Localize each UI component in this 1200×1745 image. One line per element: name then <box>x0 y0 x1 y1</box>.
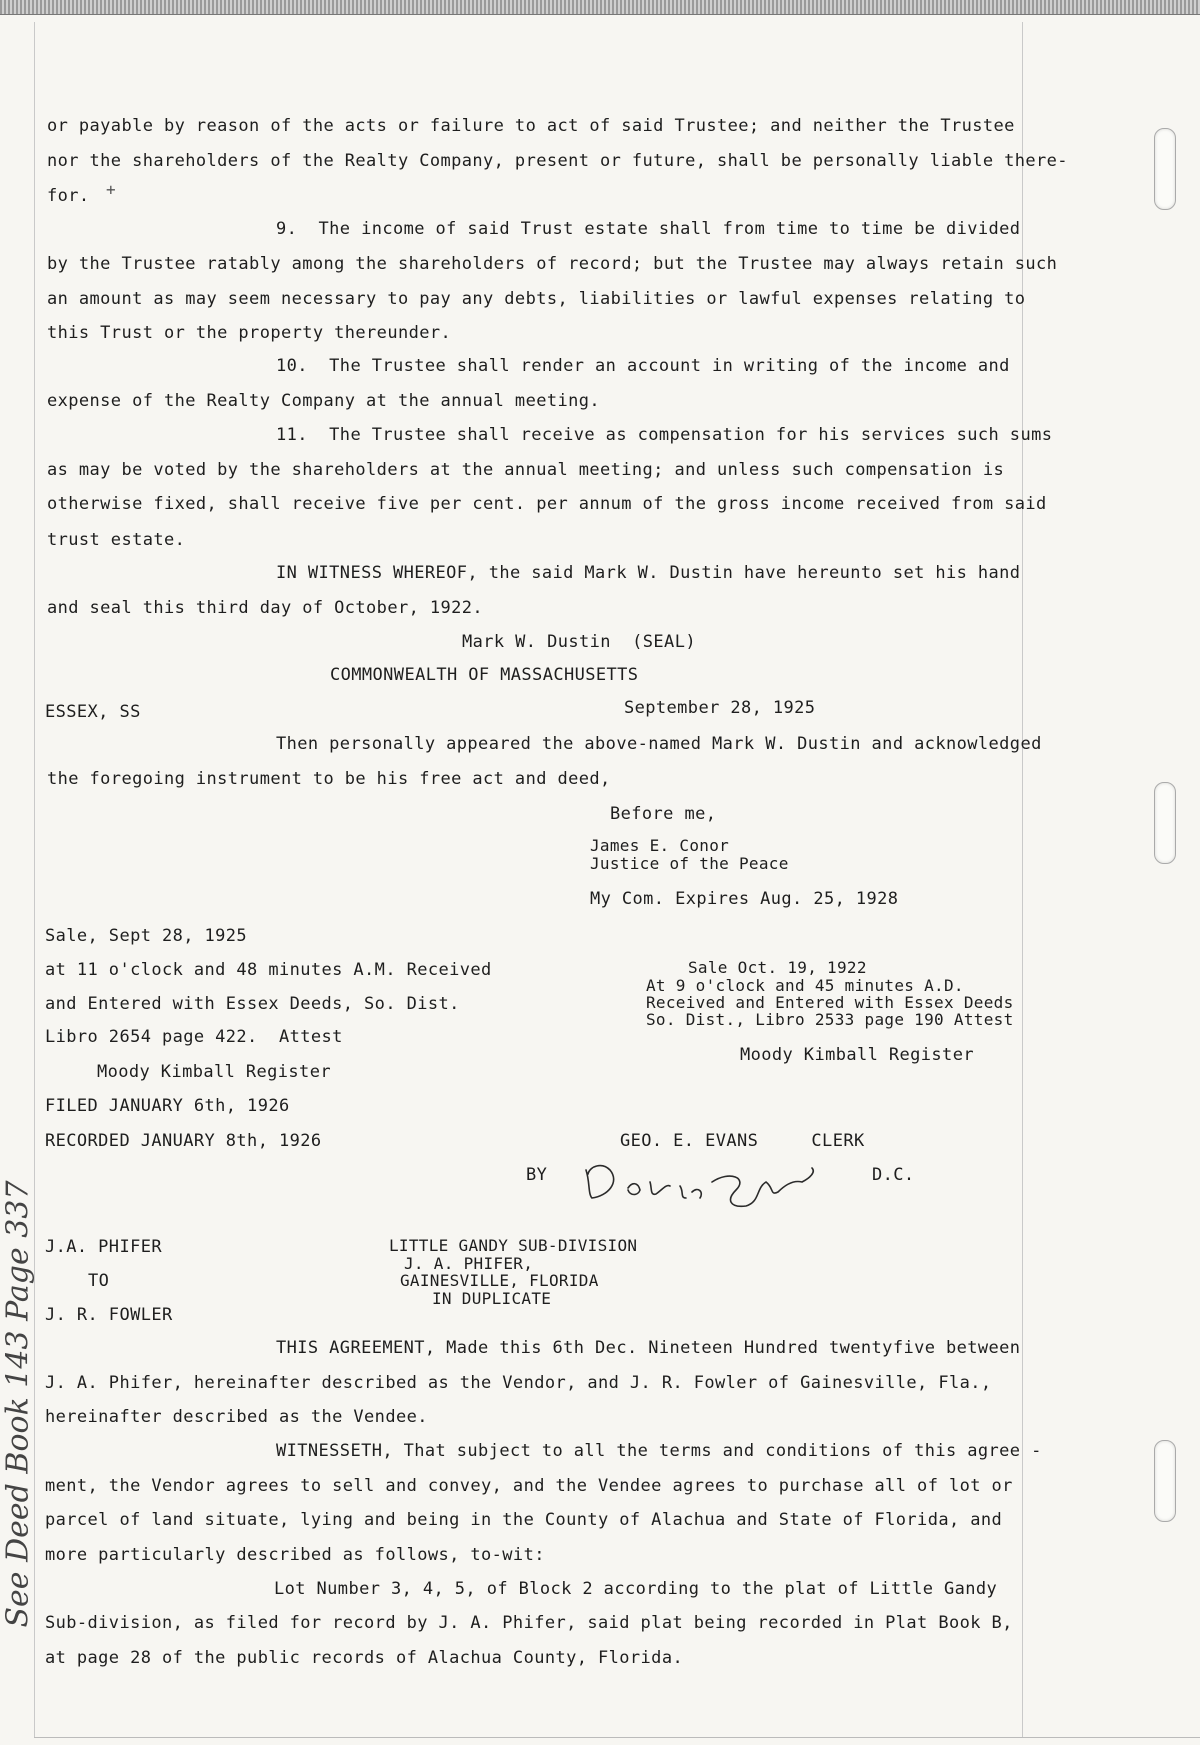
signatory-line: Mark W. Dustin (SEAL) <box>462 632 696 652</box>
body-line: by the Trustee ratably among the shareholders of record; but the Trustee may always retain such <box>47 254 1058 274</box>
punch-hole-middle <box>1154 782 1176 864</box>
filed-date: FILED JANUARY 6th, 1926 <box>45 1096 290 1116</box>
body-line: 11. The Trustee shall receive as compensation for his services such sums <box>276 425 1053 445</box>
punch-hole-top <box>1154 128 1176 210</box>
venue-line: ESSEX, SS <box>45 702 141 722</box>
body-line: Before me, <box>610 804 717 824</box>
subdivision-location: GAINESVILLE, FLORIDA <box>400 1271 599 1290</box>
body-line: at page 28 of the public records of Alachua County, Florida. <box>45 1648 684 1668</box>
body-line: as may be voted by the shareholders at the annual meeting; and unless such compensation is <box>47 460 1005 480</box>
recording-line: Sale Oct. 19, 1922 <box>688 958 867 977</box>
body-line: this Trust or the property thereunder. <box>47 323 452 343</box>
body-line: expense of the Realty Company at the annual meeting. <box>47 391 601 411</box>
recording-line: So. Dist., Libro 2533 page 190 Attest <box>646 1010 1014 1029</box>
recording-line: Received and Entered with Essex Deeds <box>646 993 1014 1012</box>
subdivision-heading: LITTLE GANDY SUB-DIVISION <box>389 1236 638 1255</box>
body-line: trust estate. <box>47 530 186 550</box>
recorded-date: RECORDED JANUARY 8th, 1926 <box>45 1131 322 1151</box>
notary-name: James E. Conor <box>590 836 730 855</box>
body-line: and seal this third day of October, 1922. <box>47 598 484 618</box>
body-line: for. <box>47 186 90 206</box>
body-line: parcel of land situate, lying and being in the County of Alachua and State of Florida, and <box>45 1510 1003 1530</box>
subdivision-owner: J. A. PHIFER, <box>404 1254 534 1273</box>
body-line: an amount as may seem necessary to pay any debts, liabilities or lawful expenses relating to <box>47 289 1026 309</box>
body-line: or payable by reason of the acts or failure to act of said Trustee; and neither the Trustee <box>47 116 1015 136</box>
register-name: Moody Kimball Register <box>97 1062 331 1082</box>
recording-line: At 9 o'clock and 45 minutes A.D. <box>646 976 964 995</box>
body-line: the foregoing instrument to be his free act and deed, <box>47 769 611 789</box>
notary-title: Justice of the Peace <box>590 854 789 873</box>
grantor-name: J.A. PHIFER <box>45 1237 162 1257</box>
body-line: IN WITNESS WHEREOF, the said Mark W. Dustin have hereunto set his hand <box>276 563 1021 583</box>
body-line: Lot Number 3, 4, 5, of Block 2 according to the plat of Little Gandy <box>274 1579 998 1599</box>
body-line: 10. The Trustee shall render an account in writing of the income and <box>276 356 1010 376</box>
acknowledgment-date: September 28, 1925 <box>624 698 816 718</box>
body-line: 9. The income of said Trust estate shall from time to time be divided <box>276 219 1021 239</box>
deputy-clerk-signature <box>580 1152 820 1212</box>
deputy-clerk-label: D.C. <box>872 1165 915 1185</box>
to-label: TO <box>88 1271 110 1291</box>
commission-expiry: My Com. Expires Aug. 25, 1928 <box>590 889 899 909</box>
punch-hole-bottom <box>1154 1440 1176 1522</box>
body-line: Sub-division, as filed for record by J. A. Phifer, said plat being recorded in Plat Book B, <box>45 1613 1013 1633</box>
clerk-line: GEO. E. EVANS CLERK <box>620 1131 865 1151</box>
body-line: more particularly described as follows, to-wit: <box>45 1545 545 1565</box>
body-line: nor the shareholders of the Realty Company, present or future, shall be personally liable there- <box>47 151 1068 171</box>
body-line: Then personally appeared the above-named Mark W. Dustin and acknowledged <box>276 734 1042 754</box>
register-name: Moody Kimball Register <box>740 1045 974 1065</box>
by-label: BY <box>526 1165 548 1185</box>
grantee-name: J. R. FOWLER <box>45 1305 173 1325</box>
body-line: ment, the Vendor agrees to sell and convey, and the Vendee agrees to purchase all of lot or <box>45 1476 1013 1496</box>
recording-line: at 11 o'clock and 48 minutes A.M. Received <box>45 960 492 980</box>
recording-line: Libro 2654 page 422. Attest <box>45 1027 343 1047</box>
recording-line: Sale, Sept 28, 1925 <box>45 926 248 946</box>
body-line: THIS AGREEMENT, Made this 6th Dec. Nineteen Hundred twentyfive between <box>276 1338 1021 1358</box>
body-line: otherwise fixed, shall receive five per cent. per annum of the gross income received from said <box>47 494 1047 514</box>
body-line: WITNESSETH, That subject to all the terms and conditions of this agree - <box>276 1441 1042 1461</box>
pencil-mark: + <box>106 180 116 199</box>
bottom-margin-rule <box>34 1737 1200 1738</box>
duplicate-note: IN DUPLICATE <box>432 1289 552 1308</box>
body-line: J. A. Phifer, hereinafter described as the Vendor, and J. R. Fowler of Gainesville, Fla., <box>45 1373 992 1393</box>
body-line: hereinafter described as the Vendee. <box>45 1407 428 1427</box>
recording-line: and Entered with Essex Deeds, So. Dist. <box>45 994 460 1014</box>
jurisdiction-heading: COMMONWEALTH OF MASSACHUSETTS <box>330 665 639 685</box>
right-margin-rule <box>1022 22 1023 1737</box>
page-top-border <box>0 0 1200 15</box>
handwritten-margin-note: See Deed Book 143 Page 337 <box>0 1180 36 1628</box>
